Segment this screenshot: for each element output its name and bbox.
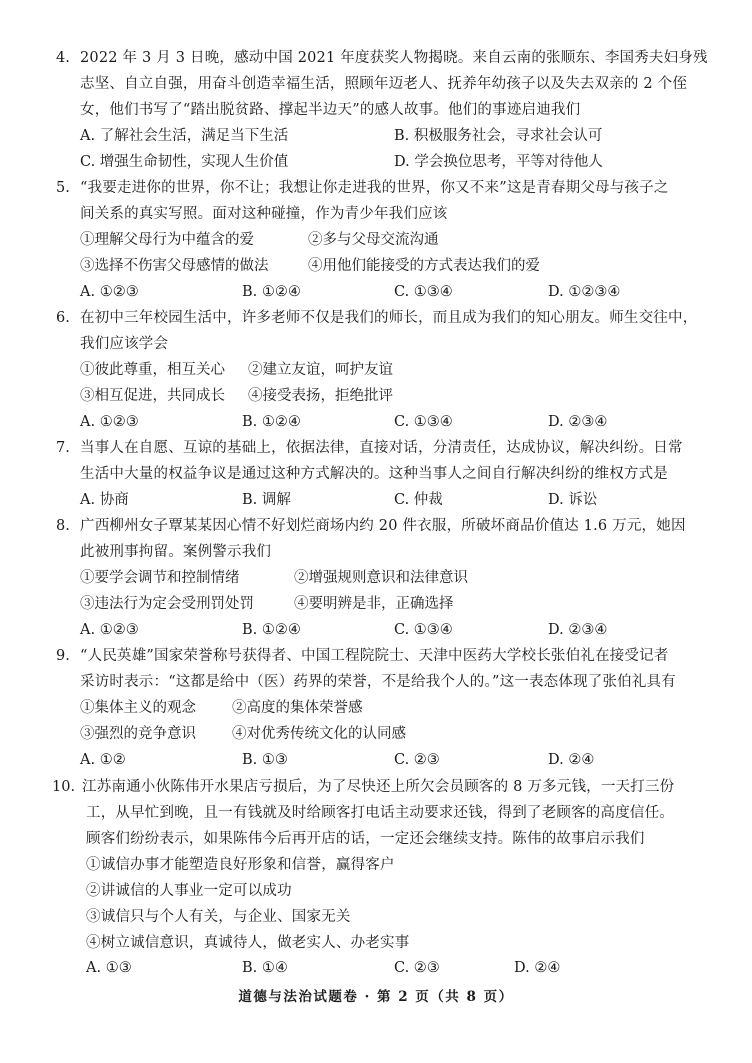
statement-item: ②讲诚信的人事业一定可以成功 — [86, 883, 292, 899]
question-text-line: 江苏南通小伙陈伟开水果店亏损后，为了尽快还上所欠会员顾客的 8 万多元钱，一天打三份 — [82, 779, 675, 795]
choice-b: B. ①③ — [242, 752, 288, 768]
option-b: B. 积极服务社会，寻求社会认可 — [394, 128, 603, 144]
choice-d: D. ②④ — [514, 960, 561, 976]
choice-a: A. ①②③ — [80, 284, 139, 300]
question-number: 7. — [56, 440, 70, 456]
statement-item: ②多与父母交流沟通 — [308, 232, 439, 248]
choice-row — [80, 490, 720, 510]
statement-item: ①彼此尊重，相互关心 — [80, 362, 225, 378]
choice-a: A. ①②③ — [80, 622, 139, 638]
item-row — [80, 360, 720, 380]
item-row — [80, 698, 720, 718]
statement-item: ②增强规则意识和法律意识 — [294, 570, 468, 586]
question-number: 10. — [52, 779, 76, 795]
question-number: 9. — [56, 648, 70, 664]
statement-item: ②高度的集体荣誉感 — [232, 700, 363, 716]
choice-b: B. ①②④ — [242, 622, 301, 638]
choice-b: B. ①④ — [242, 960, 288, 976]
choice-a: A. ①② — [80, 752, 126, 768]
statement-item: ①诚信办事才能塑造良好形象和信誉，赢得客户 — [86, 857, 395, 873]
item-row — [80, 594, 720, 614]
item-row — [80, 256, 720, 276]
question-text-line: 在初中三年校园生活中，许多老师不仅是我们的师长，而且成为我们的知心朋友。师生交往中， — [80, 310, 698, 326]
choice-row — [80, 412, 720, 432]
question-text-line: 女，他们书写了“踏出脱贫路、撑起半边天”的感人故事。他们的事迹启迪我们 — [80, 102, 581, 118]
choice-c: C. ①③④ — [394, 622, 453, 638]
statement-item: ①要学会调节和控制情绪 — [80, 570, 240, 586]
choice-row — [80, 620, 720, 640]
statement-item: ③违法行为定会受刑罚处罚 — [80, 596, 254, 612]
question-text-line: 广西柳州女子覃某某因心情不好划烂商场内约 20 件衣服，所破坏商品价值达 1.6 万元，她因 — [80, 518, 686, 534]
option-c: C. 增强生命韧性，实现人生价值 — [80, 154, 289, 170]
statement-item: ③强烈的竞争意识 — [80, 726, 196, 742]
choice-d: D. ①②③④ — [548, 284, 621, 300]
question-text-line: “人民英雄”国家荣誉称号获得者、中国工程院院士、天津中医药大学校长张伯礼在接受记者 — [80, 648, 669, 664]
choice-b: B. ①②④ — [242, 284, 301, 300]
statement-item: ③诚信只与个人有关，与企业、国家无关 — [86, 909, 351, 925]
choice-c: C. ②③ — [394, 752, 440, 768]
question-number: 4. — [56, 50, 70, 66]
page-footer: 道德与法治试题卷 · 第 2 页（共 8 页） — [238, 989, 514, 1005]
choice-c: C. ①③④ — [394, 414, 453, 430]
question-number: 6. — [56, 310, 70, 326]
question-text-line: 采访时表示：“这都是给中（医）药界的荣誉，不是给我个人的。”这一表态体现了张伯礼具有 — [80, 674, 676, 690]
item-row — [80, 386, 720, 406]
question-text-line: 顾客们纷纷表示，如果陈伟今后再开店的话，一定还会继续支持。陈伟的故事启示我们 — [86, 831, 645, 847]
choice-c: C. ②③ — [394, 960, 440, 976]
question-text-line: 我们应该学会 — [80, 336, 169, 352]
choice-a: A. ①②③ — [80, 414, 139, 430]
statement-item: ④对优秀传统文化的认同感 — [232, 726, 406, 742]
choice-c: C. ①③④ — [394, 284, 453, 300]
question-number: 5. — [56, 180, 70, 196]
question-text-line: 工，从早忙到晚，且一有钱就及时给顾客打电话主动要求还钱，得到了老顾客的高度信任。 — [86, 805, 674, 821]
statement-item: ④接受表扬，拒绝批评 — [248, 388, 393, 404]
choice-a: A. ①③ — [86, 960, 132, 976]
choice-d: D. ②③④ — [548, 414, 608, 430]
choice-d: D. ②③④ — [548, 622, 608, 638]
item-row — [80, 230, 720, 250]
option-row — [80, 126, 720, 146]
statement-item: ③相互促进，共同成长 — [80, 388, 225, 404]
question-text-line: 此被刑事拘留。案例警示我们 — [80, 544, 272, 560]
choice-row — [80, 282, 720, 302]
question-number: 8. — [56, 518, 70, 534]
statement-item: ①集体主义的观念 — [80, 700, 196, 716]
choice-d: D. 诉讼 — [548, 492, 598, 508]
question-text-line: 生活中大量的权益争议是通过这种方式解决的。这种当事人之间自行解决纠纷的维权方式是 — [80, 466, 668, 482]
choice-row — [80, 750, 720, 770]
choice-a: A. 协商 — [80, 492, 129, 508]
choice-b: B. 调解 — [242, 492, 291, 508]
statement-item: ③选择不伤害父母感情的做法 — [80, 258, 269, 274]
statement-item: ②建立友谊，呵护友谊 — [248, 362, 393, 378]
choice-c: C. 仲裁 — [394, 492, 443, 508]
statement-item: ④要明辨是非，正确选择 — [294, 596, 454, 612]
question-text-line: 当事人在自愿、互谅的基础上，依据法律，直接对话，分清责任，达成协议，解决纠纷。日常 — [80, 440, 683, 456]
choice-row — [86, 958, 726, 978]
question-text-line: 2022 年 3 月 3 日晚，感动中国 2021 年度获奖人物揭晓。来自云南的张顺东、李国秀夫妇身残 — [80, 50, 708, 66]
item-row — [80, 724, 720, 744]
question-text-line: “我要走进你的世界，你不让；我想让你走进我的世界，你又不来”这是青春期父母与孩子之 — [80, 180, 669, 196]
question-text-line: 间关系的真实写照。面对这种碰撞，作为青少年我们应该 — [80, 206, 448, 222]
statement-item: ④用他们能接受的方式表达我们的爱 — [308, 258, 540, 274]
question-text-line: 志坚、自立自强，用奋斗创造幸福生活，照顾年迈老人、抚养年幼孩子以及失去双亲的 2 个侄 — [80, 76, 688, 92]
statement-item: ①理解父母行为中蕴含的爱 — [80, 232, 254, 248]
option-a: A. 了解社会生活，满足当下生活 — [80, 128, 289, 144]
option-d: D. 学会换位思考，平等对待他人 — [394, 154, 603, 170]
statement-item: ④树立诚信意识，真诚待人，做老实人、办老实事 — [86, 935, 410, 951]
option-row — [80, 152, 720, 172]
choice-b: B. ①②④ — [242, 414, 301, 430]
choice-d: D. ②④ — [548, 752, 595, 768]
item-row — [80, 568, 720, 588]
